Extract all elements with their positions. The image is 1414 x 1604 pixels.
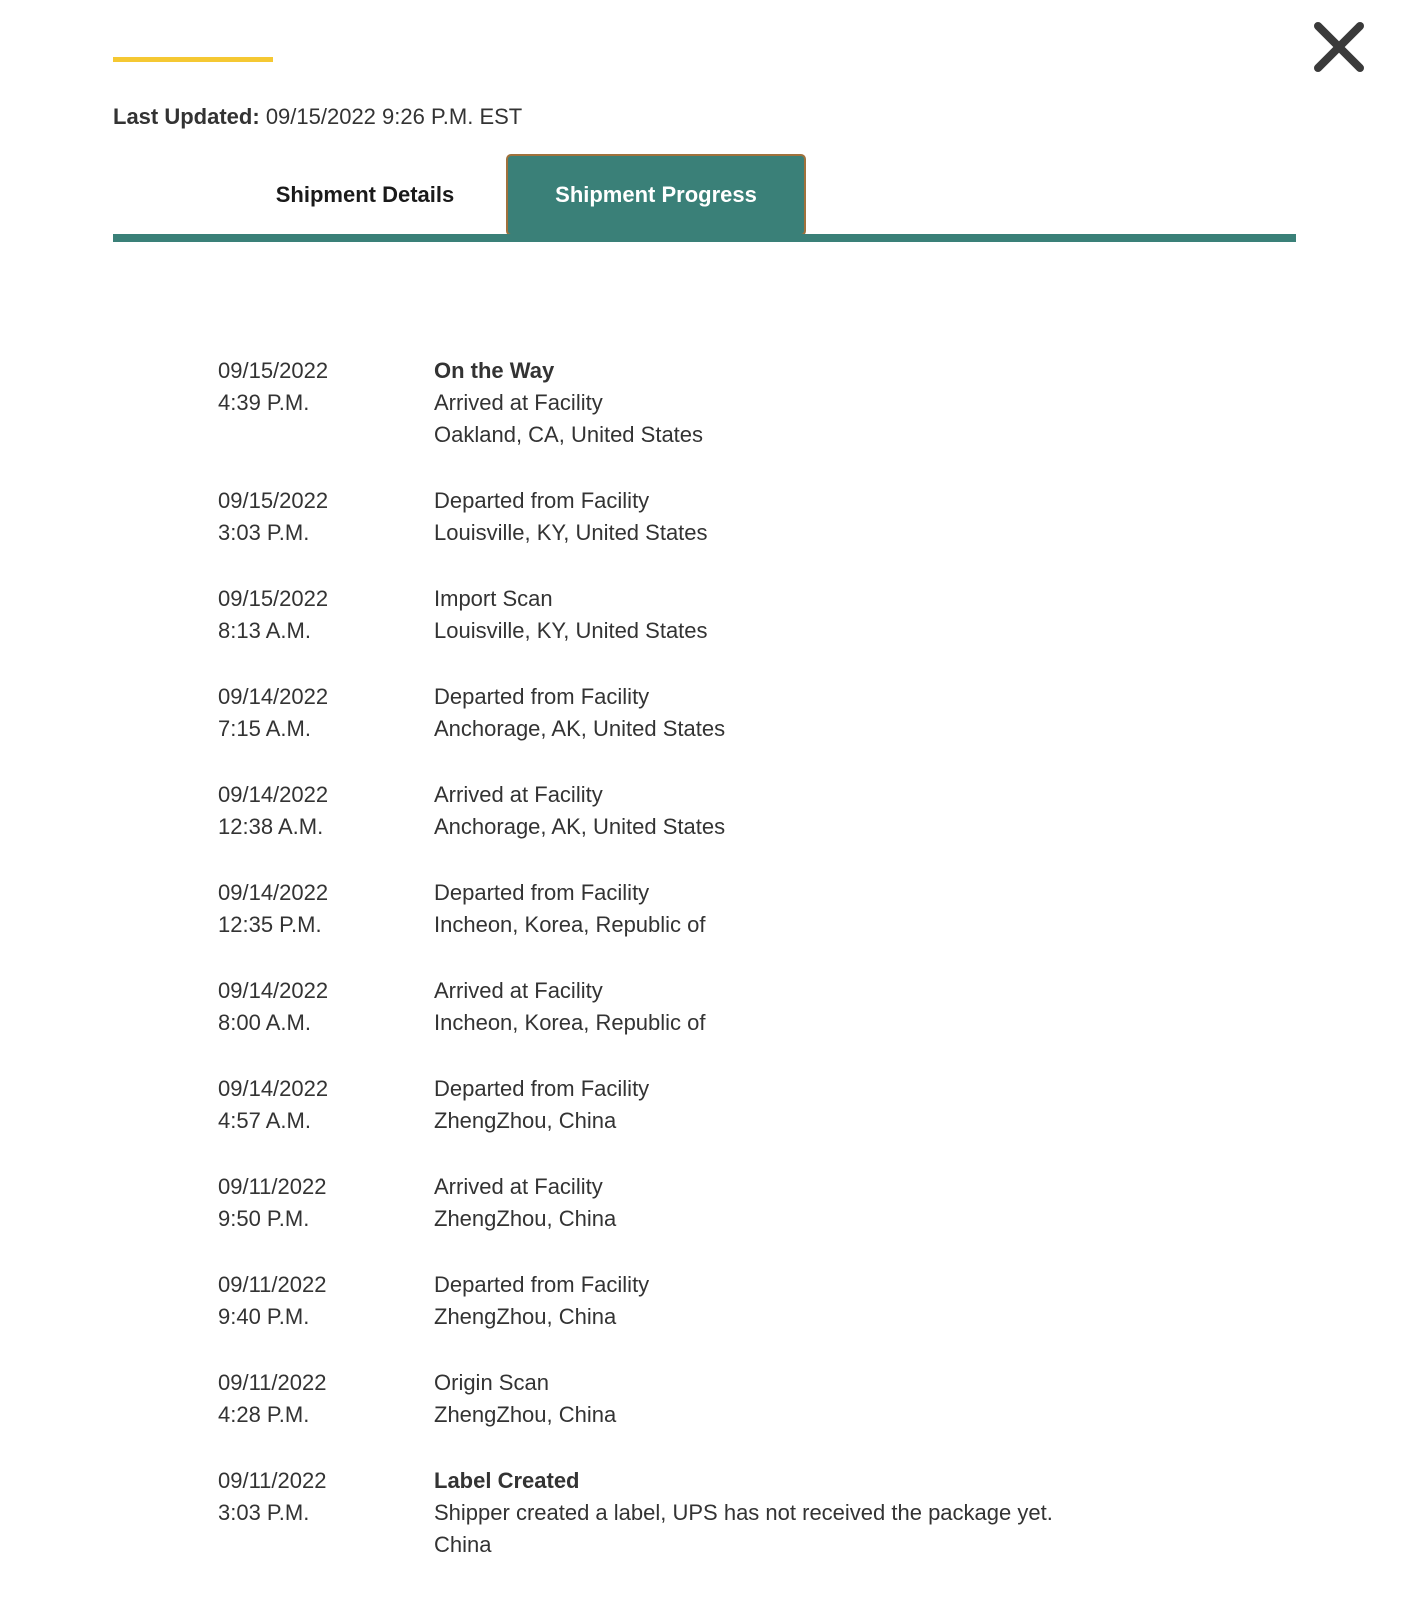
progress-event bbox=[218, 1465, 1218, 1561]
event-location: Oakland, CA, United States bbox=[434, 422, 704, 447]
event-info bbox=[434, 779, 725, 843]
event-datetime bbox=[218, 1171, 434, 1235]
last-updated-label: Last Updated: bbox=[113, 104, 260, 129]
event-time: 12:35 P.M. bbox=[218, 912, 322, 937]
event-time: 9:50 P.M. bbox=[218, 1206, 310, 1231]
event-activity: Departed from Facility bbox=[434, 1272, 650, 1297]
event-time: 4:57 A.M. bbox=[218, 1108, 311, 1133]
tab-shipment-progress[interactable] bbox=[506, 154, 806, 236]
progress-event bbox=[218, 1269, 1218, 1333]
event-activity: Arrived at Facility bbox=[434, 978, 603, 1003]
event-datetime bbox=[218, 1073, 434, 1137]
event-info bbox=[434, 975, 706, 1039]
event-date: 09/15/2022 bbox=[218, 358, 329, 383]
event-datetime bbox=[218, 1367, 434, 1431]
progress-timeline bbox=[218, 355, 1218, 1595]
tab-shipment-details[interactable] bbox=[230, 154, 500, 236]
event-activity: Arrived at Facility bbox=[434, 390, 603, 415]
event-datetime bbox=[218, 681, 434, 745]
event-date: 09/15/2022 bbox=[218, 586, 329, 611]
event-datetime bbox=[218, 975, 434, 1039]
event-date: 09/14/2022 bbox=[218, 1076, 329, 1101]
progress-event bbox=[218, 975, 1218, 1039]
event-datetime bbox=[218, 583, 434, 647]
event-time: 12:38 A.M. bbox=[218, 814, 324, 839]
event-activity: Departed from Facility bbox=[434, 880, 650, 905]
event-datetime bbox=[218, 779, 434, 843]
close-button[interactable] bbox=[1310, 18, 1368, 76]
event-info bbox=[434, 1269, 649, 1333]
progress-event bbox=[218, 485, 1218, 549]
event-time: 9:40 P.M. bbox=[218, 1304, 310, 1329]
event-datetime bbox=[218, 355, 434, 451]
tab-label: Shipment Progress bbox=[555, 182, 757, 207]
event-info bbox=[434, 355, 703, 451]
event-status: On the Way bbox=[434, 358, 555, 383]
event-date: 09/11/2022 bbox=[218, 1174, 327, 1199]
event-info bbox=[434, 1367, 616, 1431]
event-date: 09/14/2022 bbox=[218, 782, 329, 807]
event-activity: Shipper created a label, UPS has not received the package yet. bbox=[434, 1500, 1053, 1525]
event-date: 09/14/2022 bbox=[218, 880, 329, 905]
event-location: China bbox=[434, 1532, 492, 1557]
event-status: Label Created bbox=[434, 1468, 580, 1493]
progress-event bbox=[218, 1367, 1218, 1431]
event-info bbox=[434, 1073, 649, 1137]
event-activity: Import Scan bbox=[434, 586, 553, 611]
last-updated-value: 09/15/2022 9:26 P.M. EST bbox=[265, 104, 523, 129]
event-datetime bbox=[218, 485, 434, 549]
event-activity: Departed from Facility bbox=[434, 684, 650, 709]
event-time: 8:13 A.M. bbox=[218, 618, 311, 643]
event-datetime bbox=[218, 1465, 434, 1561]
event-time: 7:15 A.M. bbox=[218, 716, 311, 741]
event-location: ZhengZhou, China bbox=[434, 1206, 617, 1231]
event-datetime bbox=[218, 1269, 434, 1333]
event-date: 09/11/2022 bbox=[218, 1272, 327, 1297]
event-activity: Arrived at Facility bbox=[434, 1174, 603, 1199]
event-activity: Departed from Facility bbox=[434, 1076, 650, 1101]
event-location: Incheon, Korea, Republic of bbox=[434, 912, 706, 937]
event-info bbox=[434, 877, 706, 941]
event-location: Anchorage, AK, United States bbox=[434, 716, 726, 741]
progress-event bbox=[218, 681, 1218, 745]
event-time: 4:39 P.M. bbox=[218, 390, 310, 415]
tab-underline bbox=[113, 234, 1296, 242]
event-date: 09/14/2022 bbox=[218, 684, 329, 709]
event-time: 4:28 P.M. bbox=[218, 1402, 310, 1427]
event-time: 3:03 P.M. bbox=[218, 520, 310, 545]
event-location: Louisville, KY, United States bbox=[434, 618, 708, 643]
event-info bbox=[434, 1465, 1053, 1561]
progress-event bbox=[218, 779, 1218, 843]
event-location: ZhengZhou, China bbox=[434, 1402, 617, 1427]
close-icon bbox=[1310, 18, 1368, 76]
progress-event bbox=[218, 877, 1218, 941]
event-date: 09/14/2022 bbox=[218, 978, 329, 1003]
event-location: Incheon, Korea, Republic of bbox=[434, 1010, 706, 1035]
event-time: 3:03 P.M. bbox=[218, 1500, 310, 1525]
event-activity: Departed from Facility bbox=[434, 488, 650, 513]
progress-event bbox=[218, 583, 1218, 647]
event-datetime bbox=[218, 877, 434, 941]
event-location: Anchorage, AK, United States bbox=[434, 814, 726, 839]
event-time: 8:00 A.M. bbox=[218, 1010, 311, 1035]
last-updated bbox=[113, 103, 522, 131]
event-info bbox=[434, 681, 725, 745]
event-date: 09/11/2022 bbox=[218, 1468, 327, 1493]
event-date: 09/11/2022 bbox=[218, 1370, 327, 1395]
event-info bbox=[434, 485, 708, 549]
progress-event bbox=[218, 1073, 1218, 1137]
event-location: ZhengZhou, China bbox=[434, 1304, 617, 1329]
event-location: Louisville, KY, United States bbox=[434, 520, 708, 545]
event-info bbox=[434, 1171, 616, 1235]
event-date: 09/15/2022 bbox=[218, 488, 329, 513]
event-info bbox=[434, 583, 708, 647]
progress-event bbox=[218, 1171, 1218, 1235]
tab-label: Shipment Details bbox=[275, 182, 455, 207]
event-activity: Arrived at Facility bbox=[434, 782, 603, 807]
accent-bar bbox=[113, 57, 273, 62]
event-location: ZhengZhou, China bbox=[434, 1108, 617, 1133]
progress-event bbox=[218, 355, 1218, 451]
event-activity: Origin Scan bbox=[434, 1370, 549, 1395]
